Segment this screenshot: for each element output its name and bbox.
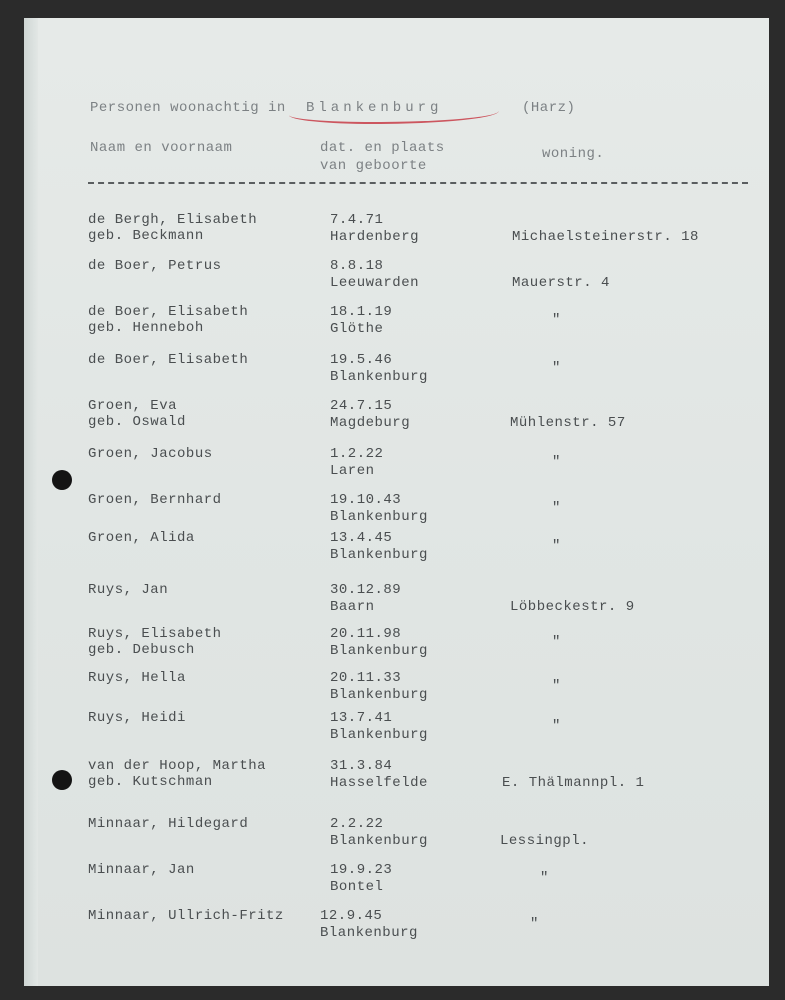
row-birth-place: Blankenburg: [330, 643, 428, 659]
row-name-birth: geb. Beckmann: [88, 228, 204, 244]
row-birth-date: 20.11.33: [330, 670, 402, 686]
row-birth-place: Blankenburg: [330, 727, 428, 743]
row-birth-date: 19.9.23: [330, 862, 393, 878]
row-address: ": [540, 870, 549, 886]
row-birth-place: Glöthe: [330, 321, 384, 337]
row-birth-place: Bontel: [330, 879, 384, 895]
title-suffix: (Harz): [522, 100, 576, 116]
row-birth-date: 13.4.45: [330, 530, 393, 546]
row-address: ": [530, 916, 539, 932]
row-name: Groen, Eva: [88, 398, 178, 414]
row-name-birth: geb. Debusch: [88, 642, 195, 658]
row-address: Mauerstr. 4: [512, 275, 610, 291]
row-name: Groen, Alida: [88, 530, 195, 546]
row-address: Mühlenstr. 57: [510, 415, 626, 431]
row-address: ": [552, 454, 561, 470]
row-birth-date: 7.4.71: [330, 212, 384, 228]
col-header-birth-2: van geboorte: [320, 158, 427, 174]
row-birth-place: Magdeburg: [330, 415, 411, 431]
row-birth-date: 1.2.22: [330, 446, 384, 462]
col-header-name: Naam en voornaam: [90, 140, 233, 156]
row-name: de Boer, Petrus: [88, 258, 222, 274]
row-birth-date: 2.2.22: [330, 816, 384, 832]
row-birth-place: Baarn: [330, 599, 375, 615]
row-name-birth: geb. Henneboh: [88, 320, 204, 336]
row-birth-place: Leeuwarden: [330, 275, 420, 291]
row-birth-date: 13.7.41: [330, 710, 393, 726]
row-address: E. Thälmannpl. 1: [502, 775, 645, 791]
row-address: Löbbeckestr. 9: [510, 599, 635, 615]
row-birth-date: 31.3.84: [330, 758, 393, 774]
row-birth-date: 12.9.45: [320, 908, 383, 924]
row-birth-place: Hardenberg: [330, 229, 420, 245]
row-name: Groen, Bernhard: [88, 492, 222, 508]
col-header-birth-1: dat. en plaats: [320, 140, 445, 156]
row-birth-date: 8.8.18: [330, 258, 384, 274]
row-name: Ruys, Jan: [88, 582, 169, 598]
row-birth-place: Hasselfelde: [330, 775, 428, 791]
row-name: de Bergh, Elisabeth: [88, 212, 258, 228]
row-birth-date: 24.7.15: [330, 398, 393, 414]
punch-hole-bottom: [52, 770, 72, 790]
row-birth-place: Blankenburg: [330, 547, 428, 563]
row-name: Ruys, Elisabeth: [88, 626, 222, 642]
row-name: de Boer, Elisabeth: [88, 352, 249, 368]
row-address: Michaelsteinerstr. 18: [512, 229, 699, 245]
col-header-address: woning.: [542, 146, 605, 162]
row-birth-place: Blankenburg: [330, 687, 428, 703]
row-address: ": [552, 500, 561, 516]
row-name: Ruys, Hella: [88, 670, 186, 686]
row-address: Lessingpl.: [500, 833, 590, 849]
page-edge: [24, 18, 38, 986]
row-birth-date: 19.10.43: [330, 492, 402, 508]
row-birth-date: 30.12.89: [330, 582, 402, 598]
row-address: ": [552, 718, 561, 734]
row-address: ": [552, 312, 561, 328]
row-name: de Boer, Elisabeth: [88, 304, 249, 320]
row-birth-place: Laren: [330, 463, 375, 479]
punch-hole-top: [52, 470, 72, 490]
row-name-birth: geb. Oswald: [88, 414, 186, 430]
row-birth-date: 20.11.98: [330, 626, 402, 642]
row-birth-place: Blankenburg: [330, 369, 428, 385]
row-birth-place: Blankenburg: [330, 509, 428, 525]
title-place: Blankenburg: [306, 100, 443, 116]
row-address: ": [552, 538, 561, 554]
row-address: ": [552, 360, 561, 376]
title-prefix: Personen woonachtig in: [90, 100, 286, 116]
row-name: Groen, Jacobus: [88, 446, 213, 462]
row-name: Minnaar, Hildegard: [88, 816, 249, 832]
row-birth-date: 19.5.46: [330, 352, 393, 368]
row-birth-date: 18.1.19: [330, 304, 393, 320]
row-name: Minnaar, Ullrich-Fritz: [88, 908, 284, 924]
header-divider: [88, 182, 748, 184]
row-name: Minnaar, Jan: [88, 862, 195, 878]
row-birth-place: Blankenburg: [320, 925, 418, 941]
row-name-birth: geb. Kutschman: [88, 774, 213, 790]
row-name: van der Hoop, Martha: [88, 758, 267, 774]
row-name: Ruys, Heidi: [88, 710, 186, 726]
row-address: ": [552, 678, 561, 694]
row-birth-place: Blankenburg: [330, 833, 428, 849]
row-address: ": [552, 634, 561, 650]
